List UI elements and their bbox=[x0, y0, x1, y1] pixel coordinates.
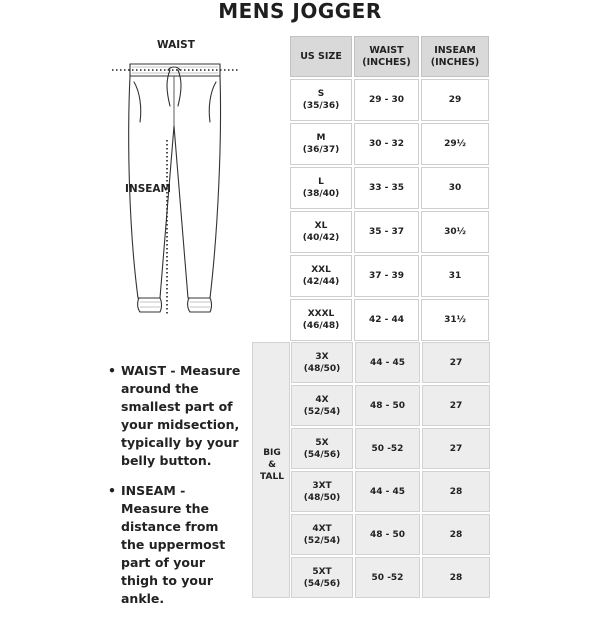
inseam-cell: 31½ bbox=[421, 299, 489, 341]
waist-cell: 30 - 32 bbox=[354, 123, 419, 165]
jogger-diagram bbox=[100, 30, 290, 330]
inseam-cell: 28 bbox=[422, 557, 490, 598]
table-row bbox=[291, 471, 490, 512]
size-cell: 4XT (52/54) bbox=[291, 514, 353, 555]
bullet-icon: • bbox=[108, 363, 116, 378]
size-cell: 3X (48/50) bbox=[291, 342, 353, 383]
table-row bbox=[291, 514, 490, 555]
table-row bbox=[291, 385, 490, 426]
waist-cell: 48 - 50 bbox=[355, 514, 420, 555]
size-cell: XL (40/42) bbox=[290, 211, 352, 253]
inseam-cell: 30½ bbox=[421, 211, 489, 253]
table-row bbox=[290, 211, 489, 253]
waist-cell: 50 -52 bbox=[355, 428, 420, 469]
waist-cell: 44 - 45 bbox=[355, 342, 420, 383]
waist-cell: 44 - 45 bbox=[355, 471, 420, 512]
size-cell: M (36/37) bbox=[290, 123, 352, 165]
table-row bbox=[291, 428, 490, 469]
inseam-label: INSEAM bbox=[125, 183, 172, 195]
waist-cell: 50 -52 bbox=[355, 557, 420, 598]
inseam-cell: 27 bbox=[422, 428, 490, 469]
waist-label: WAIST bbox=[157, 39, 195, 51]
inseam-cell: 30 bbox=[421, 167, 489, 209]
inseam-cell: 31 bbox=[421, 255, 489, 297]
size-cell: 5XT (54/56) bbox=[291, 557, 353, 598]
size-cell: 5X (54/56) bbox=[291, 428, 353, 469]
list-item bbox=[108, 482, 246, 608]
waist-cell: 29 - 30 bbox=[354, 79, 419, 121]
table-row bbox=[290, 299, 489, 341]
waist-cell: 35 - 37 bbox=[354, 211, 419, 253]
table-row bbox=[291, 557, 490, 598]
waist-cell: 42 - 44 bbox=[354, 299, 419, 341]
inseam-cell: 27 bbox=[422, 342, 490, 383]
table-row bbox=[290, 255, 489, 297]
waist-note: WAIST - Measure around the smallest part of your midsection, typically by your belly button. bbox=[121, 363, 241, 468]
inseam-cell: 29 bbox=[421, 79, 489, 121]
size-cell: S (35/36) bbox=[290, 79, 352, 121]
inseam-cell: 28 bbox=[422, 471, 490, 512]
list-item bbox=[108, 362, 246, 470]
waist-cell: 33 - 35 bbox=[354, 167, 419, 209]
header-inseam: INSEAM (INCHES) bbox=[421, 36, 489, 77]
regular-size-table bbox=[288, 34, 491, 343]
table-header-row bbox=[290, 36, 489, 77]
table-row bbox=[291, 342, 490, 383]
size-cell: L (38/40) bbox=[290, 167, 352, 209]
size-cell: XXL (42/44) bbox=[290, 255, 352, 297]
waist-cell: 48 - 50 bbox=[355, 385, 420, 426]
table-row bbox=[290, 79, 489, 121]
size-cell: 3XT (48/50) bbox=[291, 471, 353, 512]
bullet-icon: • bbox=[108, 483, 116, 498]
table-row bbox=[290, 123, 489, 165]
size-cell: XXXL (46/48) bbox=[290, 299, 352, 341]
inseam-cell: 29½ bbox=[421, 123, 489, 165]
inseam-cell: 28 bbox=[422, 514, 490, 555]
inseam-cell: 27 bbox=[422, 385, 490, 426]
measurement-notes bbox=[108, 362, 246, 620]
page-title: MENS JOGGER bbox=[218, 0, 382, 23]
size-cell: 4X (52/54) bbox=[291, 385, 353, 426]
header-us-size: US SIZE bbox=[290, 36, 352, 77]
table-row bbox=[290, 167, 489, 209]
inseam-note: INSEAM - Measure the distance from the uppermost part of your thigh to your ankle. bbox=[121, 483, 226, 606]
header-waist: WAIST (INCHES) bbox=[354, 36, 419, 77]
big-tall-label: BIG & TALL bbox=[252, 342, 290, 598]
waist-cell: 37 - 39 bbox=[354, 255, 419, 297]
big-tall-size-table bbox=[289, 340, 492, 600]
